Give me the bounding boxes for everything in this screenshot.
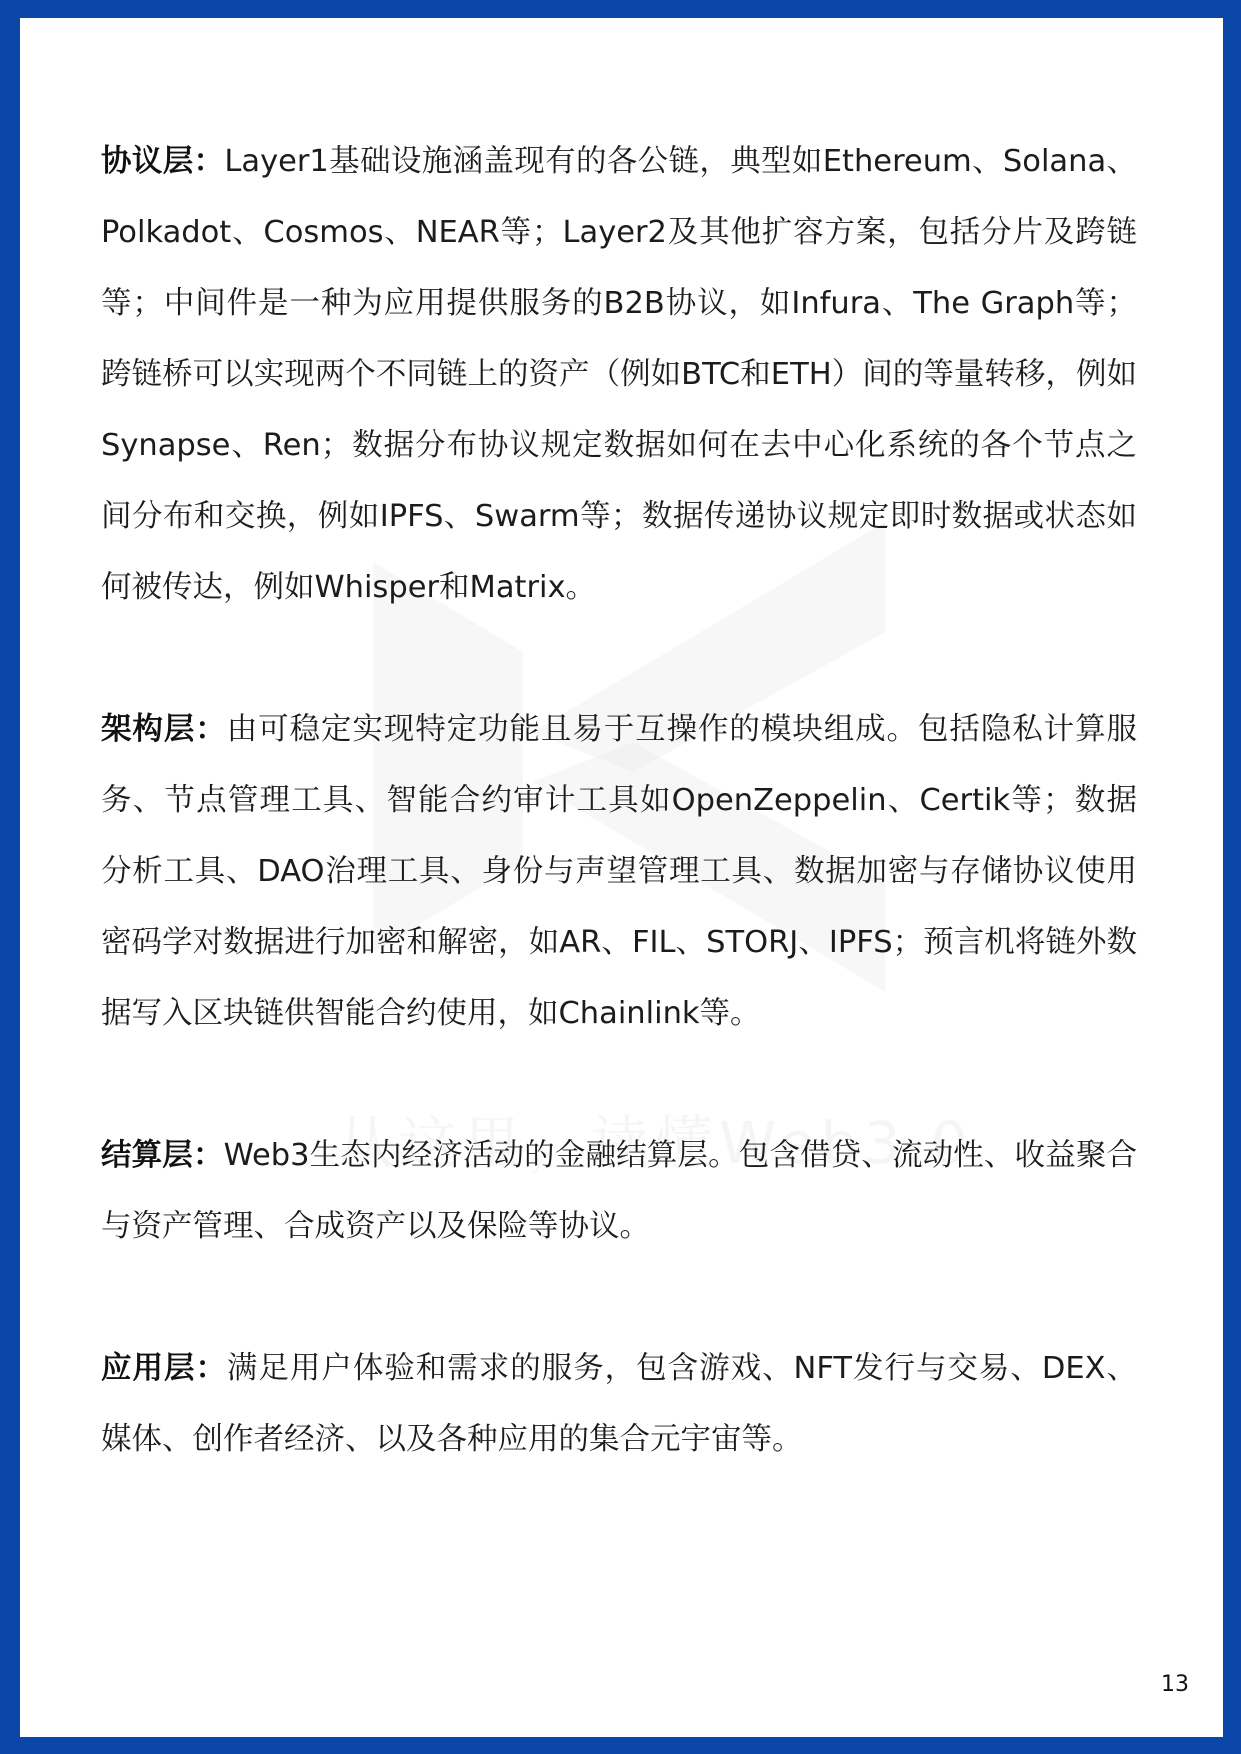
page <box>20 18 1223 1737</box>
section-application-layer <box>101 1333 1137 1475</box>
section-architecture-layer <box>101 694 1137 1049</box>
section-text: 由可稳定实现特定功能且易于互操作的模块组成。包括隐私计算服务、节点管理工具、智能合约审计工具如OpenZeppelin、Certik等；数据分析工具、DAO治理工具、身份与声望管理工具、数据加密与存储协议使用密码学对数据进行加密和解密，如AR、FIL、STORJ、IPFS；预言机将链外数据写入区块链供智能合约使用，如Chainlink等。 <box>101 712 1137 1031</box>
section-label: 协议层： <box>101 144 225 179</box>
section-settlement-layer <box>101 1120 1137 1262</box>
section-label: 架构层： <box>101 712 227 747</box>
section-protocol-layer <box>101 126 1137 623</box>
document-body <box>101 126 1137 1546</box>
section-text: Web3生态内经济活动的金融结算层。包含借贷、流动性、收益聚合与资产管理、合成资产以及保险等协议。 <box>101 1138 1137 1244</box>
page-number: 13 <box>1161 1672 1189 1697</box>
section-label: 应用层： <box>101 1351 227 1386</box>
section-label: 结算层： <box>101 1138 224 1173</box>
section-text: 满足用户体验和需求的服务，包含游戏、NFT发行与交易、DEX、媒体、创作者经济、以及各种应用的集合元宇宙等。 <box>101 1351 1137 1457</box>
section-text: Layer1基础设施涵盖现有的各公链，典型如Ethereum、Solana、Polkadot、Cosmos、NEAR等；Layer2及其他扩容方案，包括分片及跨链等；中间件是一种为应用提供服务的B2B协议，如Infura、The Graph等；跨链桥可以实现两个不同链上的资产（例如BTC和ETH）间的等量转移，例如Synapse、Ren；数据分布协议规定数据如何在去中心化系统的各个节点之间分布和交换，例如IPFS、Swarm等；数据传递协议规定即时数据或状态如何被传达，例如Whisper和Matrix。 <box>101 144 1137 605</box>
